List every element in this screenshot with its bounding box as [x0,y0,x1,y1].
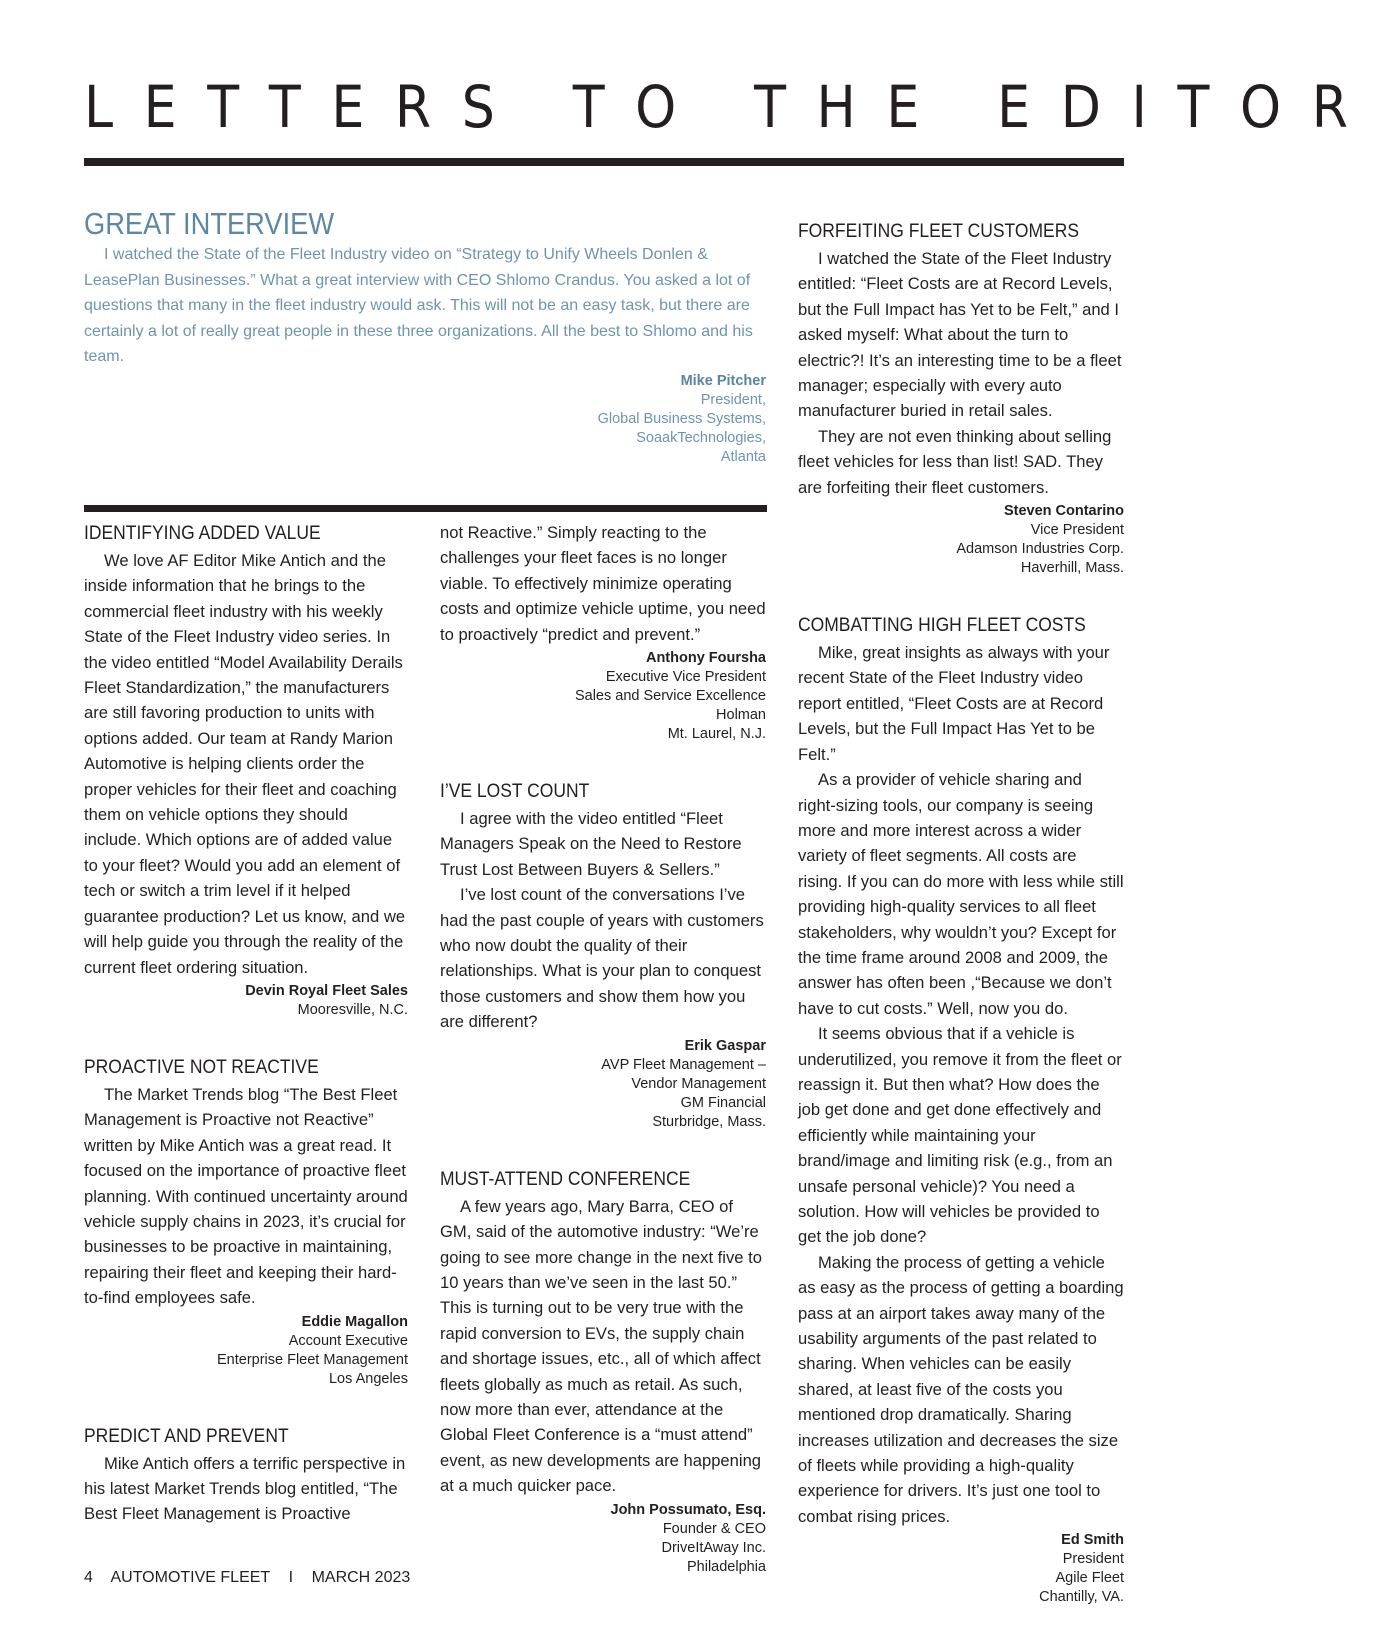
letter-paragraph: The Market Trends blog “The Best Fleet Management is Proactive not Reactive” written by Mike Antich was a great read. It focused on the importance of proactive fleet planning. With continued uncertainty around vehicle supply chains in 2023, it’s crucial for businesses to be proactive in maintaining, repairing their fleet and keeping their hard-to-find employees safe. [84,1084,408,1308]
signature-line: Los Angeles [328,1370,408,1387]
letter-heading: PROACTIVE NOT REACTIVE [84,1056,319,1078]
signature-line: GM Financial [680,1094,766,1111]
letter-predict-and-prevent-continued [440,520,766,744]
letter-paragraph: Mike, great insights as always with your recent State of the Fleet Industry video report entitled, “Fleet Costs are at Record Levels, but the Full Impact Has Yet to be Felt.” [798,643,1110,764]
signature-line: President [1062,1551,1124,1568]
letter-signature [798,502,1124,578]
publication-name: AUTOMOTIVE FLEET [110,1569,271,1586]
signature-line: Executive Vice President [605,669,766,686]
page-footer [84,1568,424,1588]
letter-ive-lost-count [440,778,766,1132]
signature-name: John Possumato, Esq. [610,1501,766,1518]
letter-paragraph: They are not even thinking about selling fleet vehicles for less than list! SAD. They are forfeiting their fleet customers. [798,426,1112,497]
signature-name: Erik Gaspar [684,1037,766,1054]
page-title: LETTERS TO THE EDITOR [84,73,1379,141]
letter-paragraph: I agree with the video entitled “Fleet Managers Speak on the Need to Restore Trust Lost Between Buyers & Sellers.” [440,809,742,879]
signature-line: Atlanta [720,448,766,465]
letter-must-attend-conference [440,1166,766,1577]
signature-line: AVP Fleet Management – [601,1056,766,1073]
signature-line: Agile Fleet [1055,1570,1124,1587]
signature-line: Global Business Systems, [597,410,766,427]
letter-body: I watched the State of the Fleet Industry video on “Strategy to Unify Wheels Donlen & LeasePlan Businesses.” What a great interview with CEO Shlomo Crandus. You asked a lot of questions that many in the fleet industry would ask. This will not be an easy task, but there are certainly a lot of really great people in these three organizations. All the best to Shlomo and his team. [84,246,753,365]
signature-line: Founder & CEO [662,1520,766,1537]
section-rule [84,505,767,512]
column-middle [440,520,766,1611]
letter-forfeiting-fleet-customers [798,218,1124,578]
letter-heading: I’VE LOST COUNT [440,781,590,803]
letter-heading: PREDICT AND PREVENT [84,1425,289,1447]
letter-signature [84,1313,408,1389]
signature-name: Mike Pitcher [680,372,766,389]
signature-line: Enterprise Fleet Management [216,1351,408,1368]
letter-signature [440,1037,766,1132]
issue-date: MARCH 2023 [311,1569,411,1586]
letter-paragraph: A few years ago, Mary Barra, CEO of GM, said of the automotive industry: “We’re going to see more change in the next five to 10 years than we’ve seen in the last 50.” This is turning out to be very true with the rapid conversion to EVs, the supply chain and shortage issues, etc., all of which affect fleets globally as much as retail. As such, now more than ever, attendance at the Global Fleet Conference is a “must attend” event, as new developments are happening at a much quicker pace. [440,1196,762,1496]
signature-line: Sales and Service Excellence [574,688,766,705]
page-number: 4 [84,1569,93,1586]
signature-line: Haverhill, Mass. [1020,560,1124,577]
letter-signature [440,649,766,744]
letter-paragraph: It seems obvious that if a vehicle is underutilized, you remove it from the fleet or reassign it. But then what? How does the job get done and get done effectively and efficiently while maintaining your brand/image and limiting risk (e.g., from an unsafe personal vehicle)? You need a solution. How will vehicles be provided to get the job done? [798,1024,1122,1247]
letter-signature [440,1501,766,1577]
letter-heading: GREAT INTERVIEW [84,206,335,241]
signature-name: Devin Royal Fleet Sales [245,982,408,999]
footer-separator: I [288,1569,294,1586]
letter-heading: IDENTIFYING ADDED VALUE [84,523,321,544]
signature-line: Account Executive [288,1332,408,1349]
letter-predict-and-prevent [84,1423,408,1527]
letter-paragraph: We love AF Editor Mike Antich and the inside information that he brings to the commercial fleet industry with his weekly State of the Fleet Industry video series. In the video entitled “Model Availability Derails Fleet Standardization,” the manufacturers are still favoring production to units with options added. Our team at Randy Marion Automotive is helping clients order the proper vehicles for their fleet and coaching them on vehicle options they should include. Which options are of added value to your fleet? Would you add an element of tech or switch a trim level if it helped guarantee production? Let us know, and we will help guide you through the reality of the current fleet ordering situation. [84,551,406,977]
signature-line: DriveItAway Inc. [661,1539,766,1556]
letter-paragraph: As a provider of vehicle sharing and right-sizing tools, our company is seeing more and more interest across a wider variety of fleet segments. All costs are rising. If you can do more with less while still providing high-quality services to all fleet stakeholders, why wouldn’t you? Except for the time frame around 2008 and 2009, the answer has often been ,“Because we don’t have to cut costs.” Well, now you do. [798,770,1124,1018]
signature-line: Adamson Industries Corp. [956,541,1124,558]
signature-line: Vice President [1030,522,1124,539]
letter-proactive-not-reactive [84,1054,408,1389]
signature-line: Sturbridge, Mass. [652,1113,766,1130]
signature-name: Steven Contarino [1003,503,1124,520]
letter-heading: MUST-ATTEND CONFERENCE [440,1168,691,1190]
letter-paragraph: not Reactive.” Simply reacting to the challenges your fleet faces is no longer viable. To effectively minimize operating costs and optimize vehicle uptime, you need to proactively “predict and prevent.” [440,523,766,644]
letter-heading: COMBATTING HIGH FLEET COSTS [798,615,1086,637]
signature-name: Anthony Foursha [645,650,766,667]
signature-name: Ed Smith [1061,1532,1124,1549]
letter-identifying-added-value [84,520,408,1020]
letter-paragraph: I watched the State of the Fleet Industry entitled: “Fleet Costs are at Record Levels, but the Full Impact has Yet to be Felt,” and I asked myself: What about the turn to electric?! It’s an interesting time to be a fleet manager; especially with every auto manufacturer buried in retail sales. [798,249,1122,421]
letter-paragraph: Mike Antich offers a terrific perspective in his latest Market Trends blog entitled, “The Best Fleet Management is Proactive [84,1453,406,1524]
letter-heading: FORFEITING FLEET CUSTOMERS [798,221,1080,242]
signature-line: President, [700,391,766,408]
letter-combatting-high-fleet-costs [798,612,1124,1607]
letter-great-interview [84,206,766,467]
signature-line: Chantilly, VA. [1039,1589,1124,1606]
letter-paragraph: I’ve lost count of the conversations I’ve had the past couple of years with customers who now doubt the quality of their relationships. What is your plan to conquest those customers and show them how you are different? [440,885,764,1032]
signature-line: Vendor Management [631,1075,766,1092]
title-rule [84,158,1124,166]
signature-line: Holman [716,707,766,724]
column-right [798,218,1124,1641]
signature-name: Eddie Magallon [301,1313,408,1330]
column-left [84,520,408,1561]
signature-line: Mooresville, N.C. [297,1001,408,1018]
letter-signature [84,372,766,467]
signature-line: Philadelphia [686,1558,766,1575]
letter-signature [798,1531,1124,1607]
signature-line: SoaakTechnologies, [636,429,766,446]
letter-signature [84,982,408,1020]
letter-paragraph: Making the process of getting a vehicle as easy as the process of getting a boarding pass at an airport takes away many of the usability arguments of the past related to sharing. When vehicles can be easily shared, at least five of the costs you mentioned drop dramatically. Sharing increases utilization and decreases the size of fleets while providing a high-quality experience for drivers. It’s just one tool to combat rising prices. [798,1252,1124,1526]
signature-line: Mt. Laurel, N.J. [667,726,766,743]
